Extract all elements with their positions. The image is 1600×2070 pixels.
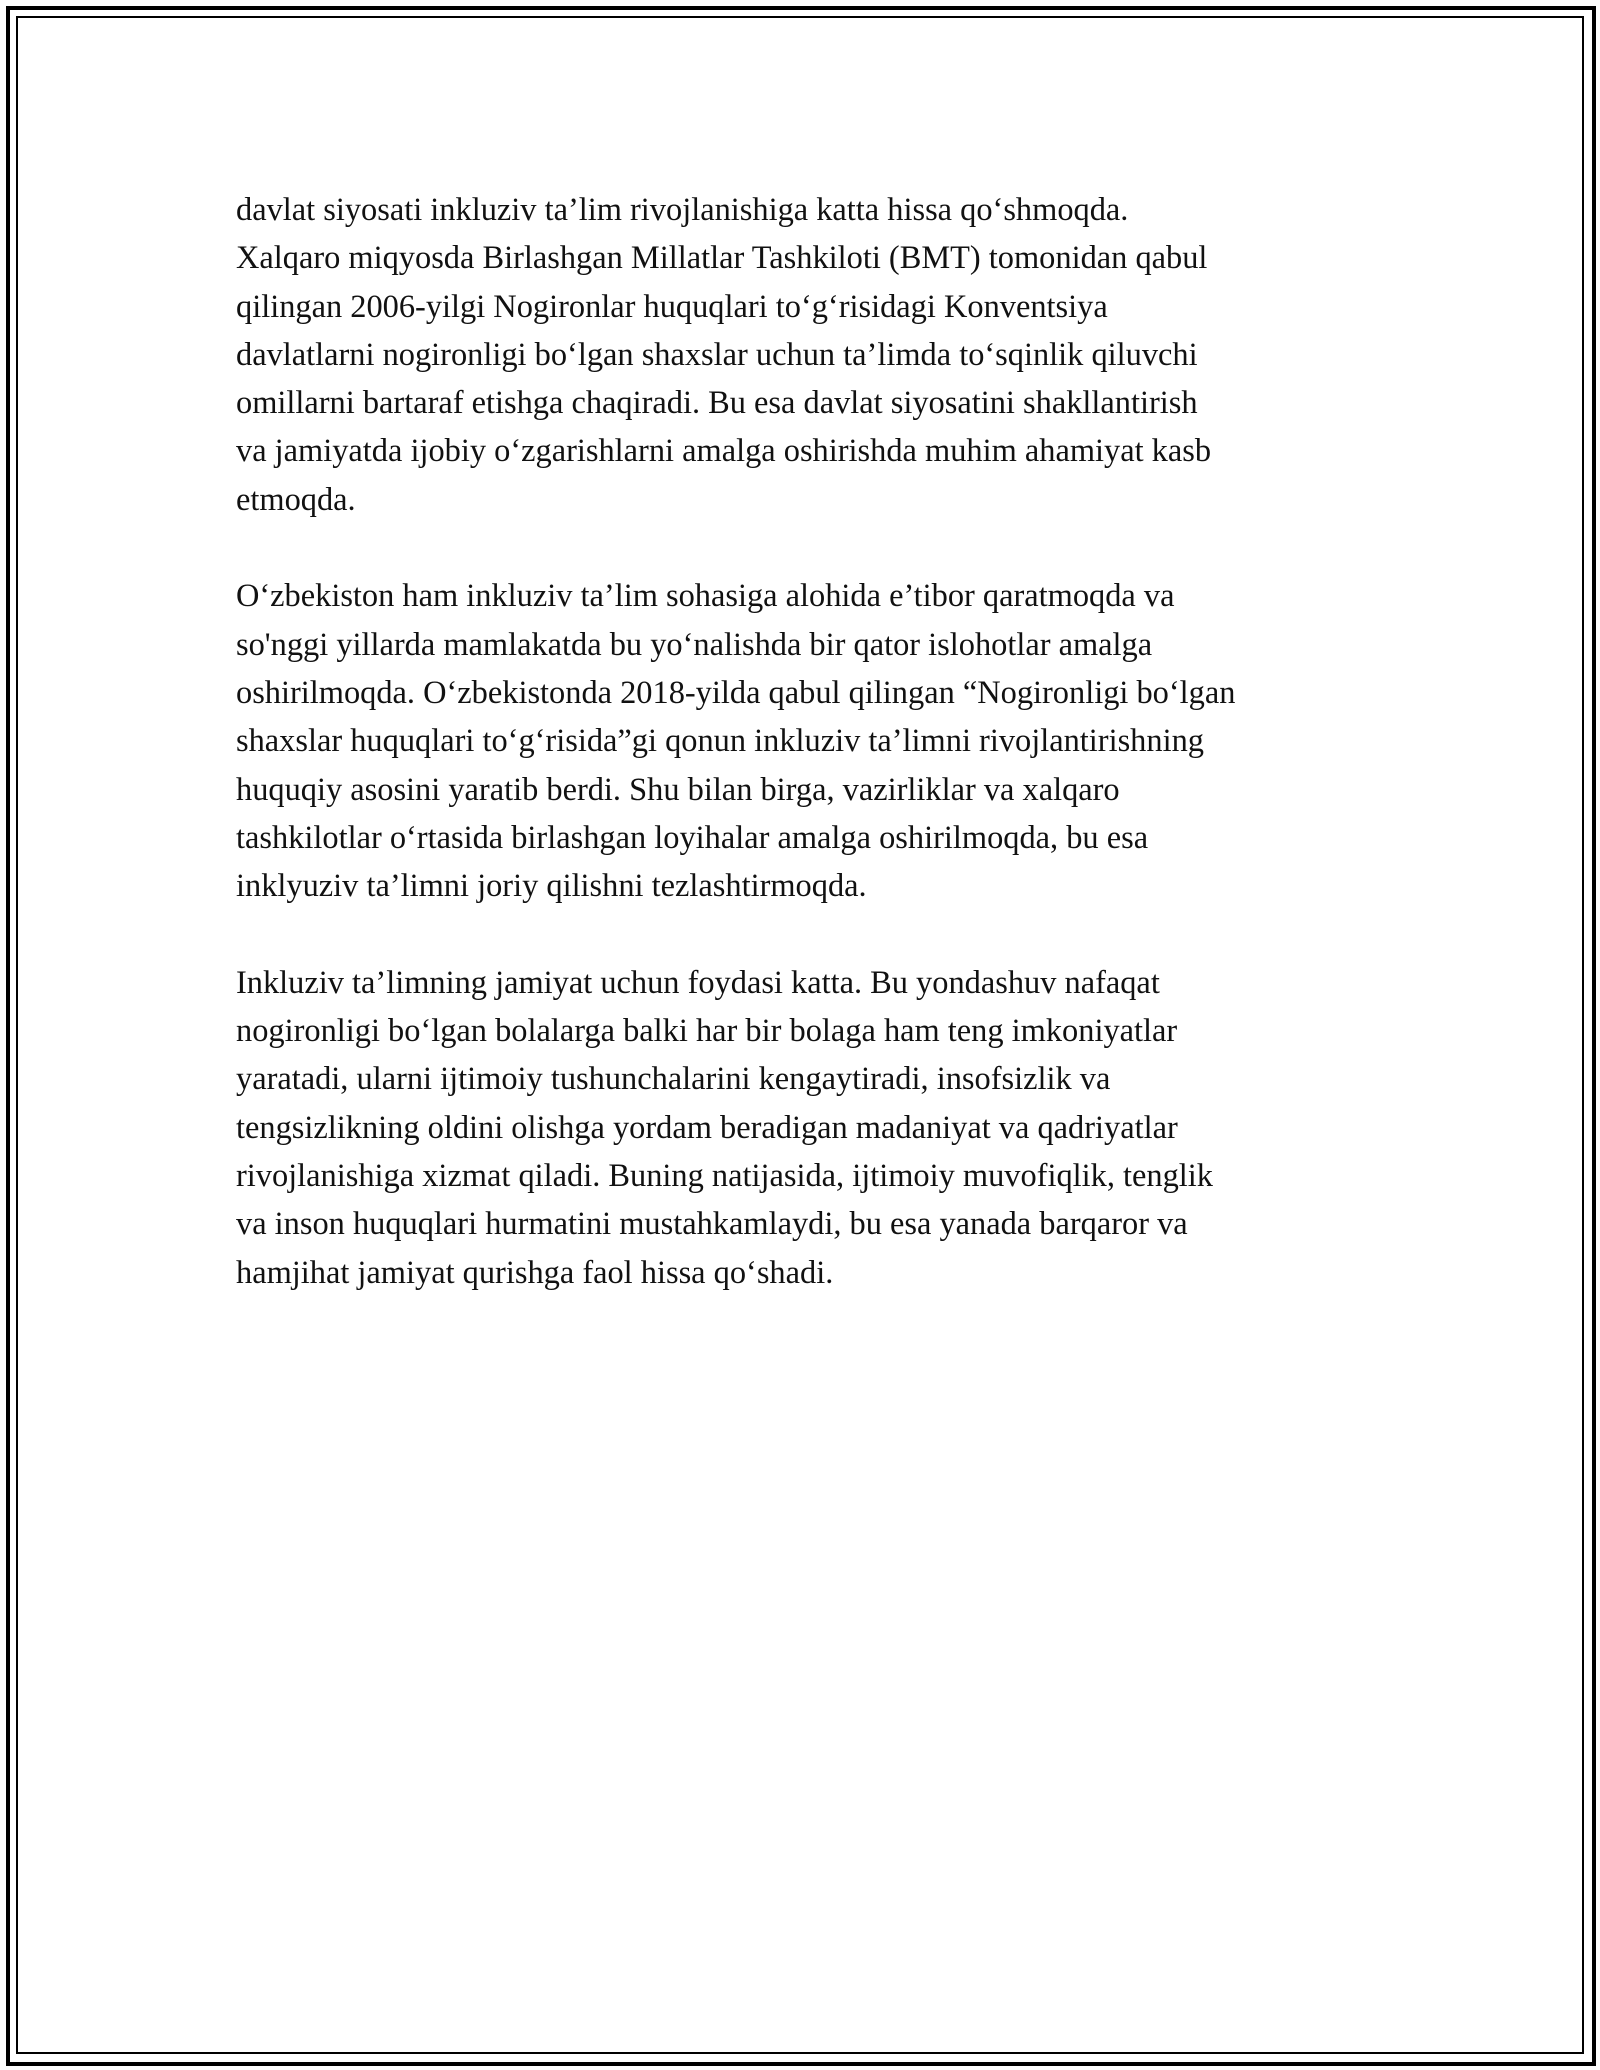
text-line: tashkilotlar o‘rtasida birlashgan loyihalar amalga oshirilmoqda, bu esa: [236, 819, 1149, 856]
text-line: huquqiy asosini yaratib berdi. Shu bilan birga, vazirliklar va xalqaro: [236, 771, 1120, 808]
text-line: inklyuziv ta’limni joriy qilishni tezlashtirmoqda.: [236, 868, 867, 905]
paragraph-uzbekistan-reforms: [236, 572, 1376, 910]
text-line: omillarni bartaraf etishga chaqiradi. Bu esa davlat siyosatini shakllantirish: [236, 385, 1198, 422]
paragraph-international-policy: [236, 186, 1376, 524]
text-line: va inson huquqlari hurmatini mustahkamlaydi, bu esa yanada barqaror va: [236, 1206, 1188, 1243]
text-line: Inkluziv ta’limning jamiyat uchun foydasi katta. Bu yondashuv nafaqat: [236, 964, 1160, 1001]
text-line: davlat siyosati inkluziv ta’lim rivojlanishiga katta hissa qo‘shmoqda.: [236, 192, 1129, 228]
text-line: davlatlarni nogironligi bo‘lgan shaxslar uchun ta’limda to‘sqinlik qiluvchi: [236, 336, 1198, 373]
text-line: Xalqaro miqyosda Birlashgan Millatlar Tashkiloti (BMT) tomonidan qabul: [236, 240, 1208, 277]
text-line: etmoqda.: [236, 481, 356, 518]
text-line: oshirilmoqda. O‘zbekistonda 2018-yilda qabul qilingan “Nogironligi bo‘lgan: [236, 674, 1236, 711]
text-line: yaratadi, ularni ijtimoiy tushunchalarini kengaytiradi, insofsizlik va: [236, 1061, 1111, 1098]
document-body: [236, 186, 1376, 1345]
text-line: shaxslar huquqlari to‘g‘risida”gi qonun inkluziv ta’limni rivojlantirishning: [236, 723, 1204, 760]
text-line: tengsizlikning oldini olishga yordam beradigan madaniyat va qadriyatlar: [236, 1109, 1178, 1146]
text-line: qilingan 2006-yilgi Nogironlar huquqlari to‘g‘risidagi Konventsiya: [236, 288, 1108, 325]
paragraph-society-benefits: [236, 959, 1376, 1297]
text-line: rivojlanishiga xizmat qiladi. Buning natijasida, ijtimoiy muvofiqlik, tenglik: [236, 1157, 1214, 1194]
text-line: va jamiyatda ijobiy o‘zgarishlarni amalga oshirishda muhim ahamiyat kasb: [236, 433, 1212, 470]
text-line: O‘zbekiston ham inkluziv ta’lim sohasiga alohida e’tibor qaratmoqda va: [236, 578, 1175, 615]
text-line: so'nggi yillarda mamlakatda bu yo‘nalishda bir qator islohotlar amalga: [236, 626, 1153, 663]
text-line: nogironligi bo‘lgan bolalarga balki har bir bolaga ham teng imkoniyatlar: [236, 1013, 1178, 1050]
text-line: hamjihat jamiyat qurishga faol hissa qo‘shadi.: [236, 1254, 834, 1291]
